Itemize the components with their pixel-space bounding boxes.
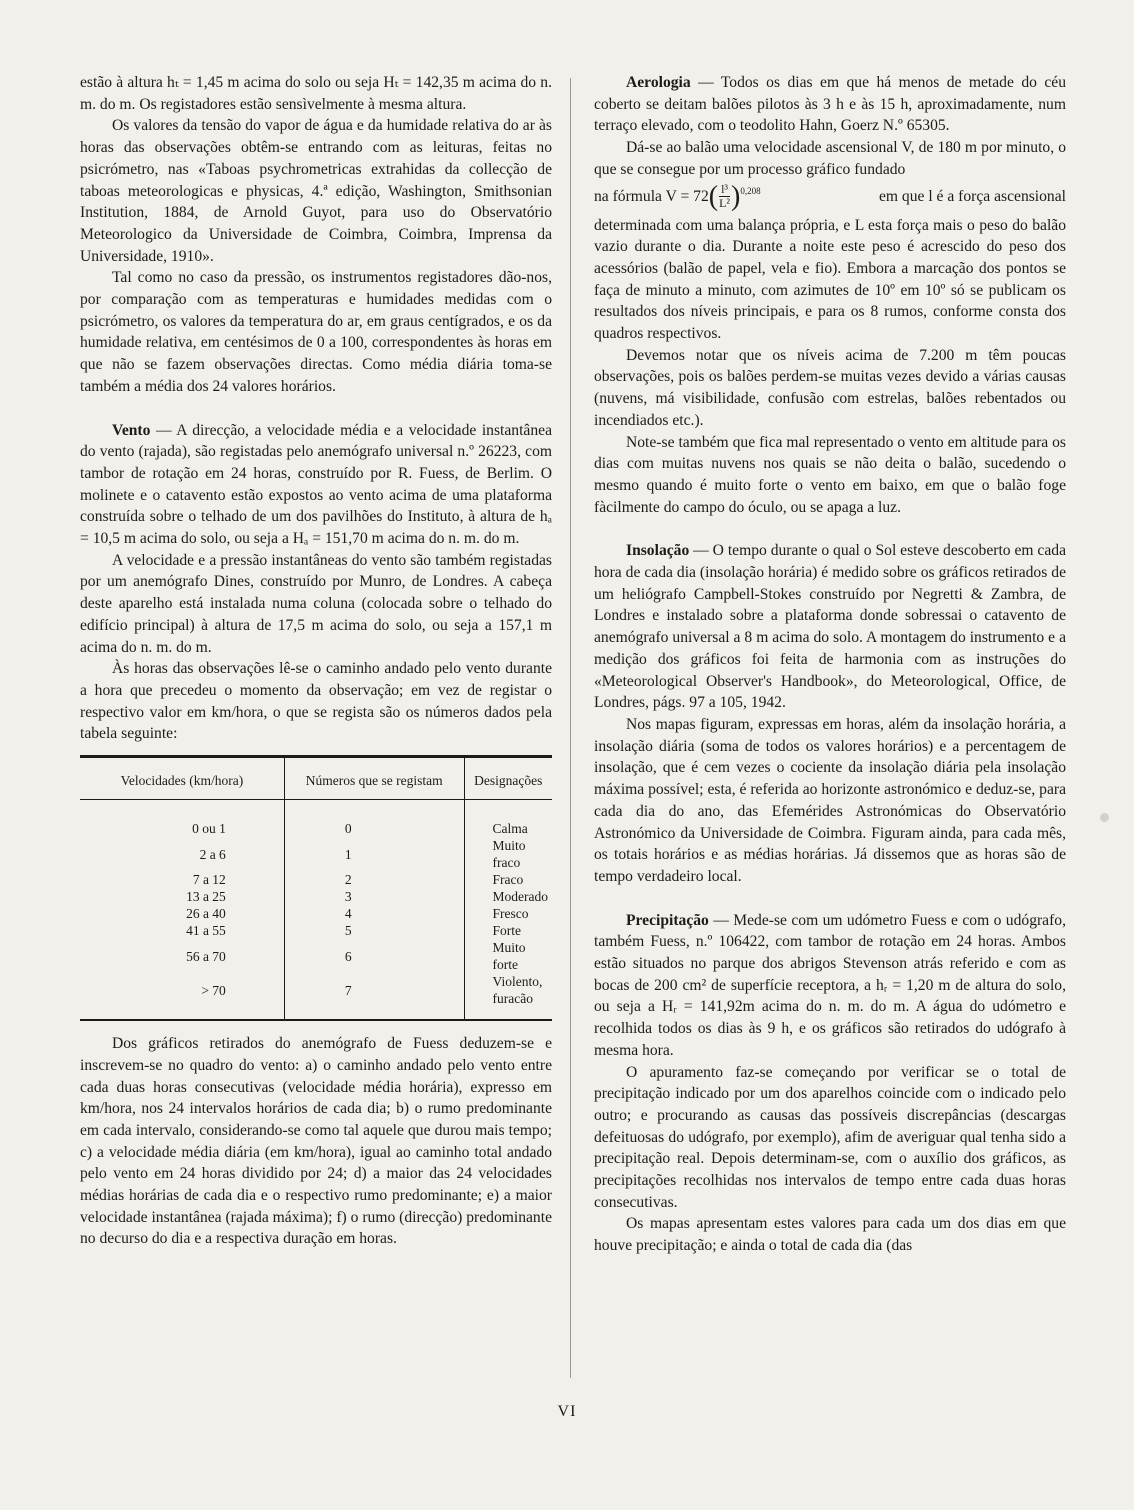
cell-designation: Violento, furacão xyxy=(464,973,552,1020)
vento-text: — A direcção, a velocidade média e a velocidade instantânea do vento (rajada), são registadas pelo anemógrafo universal n.º 26223, com tambor de rotação em 24 horas, construído por R. Fuess, de Berlim. O molinete e o catavento estão expostos ao vento acima de uma plataforma construída sobre o telhado de um dos pavilhões do Instituto, à altura de hₐ = 10,5 m acima do solo, ou seja a Hₐ = 151,70 m acima do n. m. do m. xyxy=(80,421,552,548)
cell-speed: 7 a 12 xyxy=(80,871,284,888)
header-designacoes: Designações xyxy=(464,757,552,800)
cell-speed: 26 a 40 xyxy=(80,905,284,922)
cell-number: 3 xyxy=(284,888,464,905)
cell-designation: Calma xyxy=(492,821,528,837)
cell-designation: Muito fraco xyxy=(492,838,526,871)
cell-number: 2 xyxy=(284,871,464,888)
paragraph-levels: Devemos notar que os níveis acima de 7.200 m têm poucas observações, pois os balões perdem-se muitas vezes devido a várias causas (nuvens, má visibilidade, confusão com estrelas, balões rebentados ou incendiados etc.). xyxy=(594,346,1066,429)
paragraph-altitude: estão à altura hₜ = 1,45 m acima do solo ou seja Hₜ = 142,35 m acima do n. m. do m. Os registadores estão sensìvelmente à mesma altura. xyxy=(80,74,552,113)
table-row xyxy=(80,837,552,871)
column-divider xyxy=(570,78,571,1378)
heading-vento: Vento xyxy=(112,421,151,439)
section-gap xyxy=(594,888,1066,910)
cell-speed: > 70 xyxy=(80,973,284,1020)
paragraph-balloon-speed: Dá-se ao balão uma velocidade ascensional V, de 180 m por minuto, o que se consegue por um processo gráfico fundado xyxy=(594,139,1066,178)
heading-precipitacao: Precipitação xyxy=(626,911,709,929)
formula-line xyxy=(594,180,1066,212)
section-aerologia xyxy=(594,72,1066,137)
table-header-row xyxy=(80,757,552,800)
cell-number: 1 xyxy=(284,837,464,871)
paren-close: ) xyxy=(731,180,741,212)
paragraph-maps-precipitation: Os mapas apresentam estes valores para cada um dos dias em que houve precipitação; e ainda o total de cada dia (das xyxy=(594,1215,1066,1255)
table-row xyxy=(80,905,552,922)
cell-speed: 0 ou 1 xyxy=(80,800,284,838)
cell-designation: Muito forte xyxy=(492,940,526,973)
header-numeros: Números que se registam xyxy=(284,757,464,800)
section-insolacao xyxy=(594,540,1066,714)
table-row xyxy=(80,871,552,888)
paragraph-dines: A velocidade e a pressão instantâneas do vento são também registadas por um anemógrafo Dines, construído por Munro, de Londres. A cabeça deste aparelho está instalada numa coluna (colocada sobre o telhado do edifício principal) à altura de 17,5 m acima do solo, ou seja a 157,1 m acima do n. m. do m. xyxy=(80,551,552,656)
paragraph-observations: Às horas das observações lê-se o caminho andado pelo vento durante a hora que precedeu o momento da observação; em vez de registar o respectivo valor em km/hora, o que se regista são os números dados pela tabela seguinte: xyxy=(80,660,552,743)
heading-insolacao: Insolação xyxy=(626,542,690,560)
cell-number: 0 xyxy=(284,800,464,838)
cell-designation: Fresco xyxy=(492,906,529,922)
paragraph-maps-insolation: Nos mapas figuram, expressas em horas, além da insolação horária, a insolação diária (soma de todos os valores horários) e a percentagem de insolação, que é cem vezes o cociente da insolação diária pela insolação máxima possível; esta, é referida ao horizonte astronómico e deduz-se, para cada dia do ano, das Efemérides Astronómicas do Observatório Astronómico da Universidade de Coimbra. Figuram ainda, para cada mês, os totais horários e as médias horárias. Já dissemos que as horas são de tempo verdadeiro local. xyxy=(594,715,1066,885)
insolacao-text: — O tempo durante o qual o Sol esteve descoberto em cada hora de cada dia (insolação horária) é medido sobre os gráficos retirados de um heliógrafo Campbell-Stokes construído por Negretti & Zambra, de Londres e instalado sobre a plataforma donde sobressai o catavento de anemógrafo universal a 8 m acima do solo. A montagem do instrumento e a medição dos gráficos foi feita de harmonia com as instruções do «Meteorological Observer's Handbook», do Meteorological, Office, de Londres, págs. 97 a 105, 1942. xyxy=(594,542,1066,712)
section-gap xyxy=(594,518,1066,540)
left-column xyxy=(80,72,552,1250)
paragraph-wind-altitude: Note-se também que fica mal representado o vento em altitude para os dias com muitas nuvens nos quais se não deita o balão, sucedendo o mesmo quando é muito forte o vento em baixo, em que o balão foge fàcilmente do campo do óculo, ou se apaga a luz. xyxy=(594,433,1066,516)
heading-aerologia: Aerologia xyxy=(626,74,691,91)
aerologia-text: — Todos os dias em que há menos de metade do céu coberto se deitam balões pilotos às 3 h e às 15 h, aproximadamente, num terraço elevado, com o teodolito Hahn, Goerz N.º 65305. xyxy=(594,74,1066,135)
formula-exponent: 0,208 xyxy=(740,185,761,196)
paragraph-vapor-tension: Os valores da tensão do vapor de água e da humidade relativa do ar às horas das observações obtêm-se entrando com as leituras, feitas no psicrómetro, nas «Taboas psychrometricas extrahidas da collecção de taboas meteorologicas e physicas, 4.ª edição, Washington, Smithsonian Institution, 1884, de Arnold Guyot, para uso do Observatório Meteorologico da Universidade de Coimbra, Coimbra, Imprensa da Universidade, 1910». xyxy=(80,117,552,265)
table-row xyxy=(80,973,552,1020)
cell-speed: 41 a 55 xyxy=(80,922,284,939)
paragraph-registers: Tal como no caso da pressão, os instrumentos registadores dão-nos, por comparação com as temperaturas e humidades medidas com o psicrómetro, os valores da temperatura do ar, em graus centígrados, e os da humidade relativa, em centésimos de 0 a 100, correspondentes às horas em que não se fazem observações directas. Como média diária toma-se também a média dos 24 valores horários. xyxy=(80,269,552,395)
formula-fraction xyxy=(719,183,730,210)
cell-designation: Moderado xyxy=(492,889,548,905)
table-row xyxy=(80,939,552,973)
wind-speed-table xyxy=(80,755,552,1021)
cell-speed: 2 a 6 xyxy=(80,837,284,871)
table-row xyxy=(80,922,552,939)
paragraph-apuramento: O apuramento faz-se começando por verificar se o total de precipitação indicado por um dos aparelhos coincide com o indicado pelo outro; e procurando as causas das possíveis discrepâncias (descargas defeituosas do udógrafo, por exemplo), afim de averiguar qual tenha sido a precipitação real. Depois determinam-se, com o auxílio dos gráficos, as precipitações recolhidas nos intervalos de tempo entre cada duas horas consecutivas. xyxy=(594,1063,1066,1211)
precipitacao-text: — Mede-se com um udómetro Fuess e com o udógrafo, também Fuess, n.º 106422, com tambor de rotação em 24 horas. Ambos estão situados no parque dos abrigos Stevenson atrás referido e com as bocas de 200 cm² de superfície receptora, a hᵣ = 1,20 m de altura do solo, ou seja a Hᵣ = 141,92m acima do n. m. do m. A água do udómetro e recolhida todos os dias às 9 h, e os gráficos são retirados do udógrafo à mesma hora. xyxy=(594,911,1066,1059)
formula-denominator: L² xyxy=(719,196,731,211)
cell-number: 6 xyxy=(284,939,464,973)
cell-number: 4 xyxy=(284,905,464,922)
paragraph-fuess-graphs: Dos gráficos retirados do anemógrafo de Fuess deduzem-se e inscrevem-se no quadro do vento: a) o caminho andado pelo vento entre cada duas horas consecutivas (velocidade média horária), expresso em km/hora, nos 24 intervalos horários de cada dia; b) o rumo predominante em cada intervalo, considerando-se como tal aquele que durou mais tempo; c) a velocidade média diária (em km/hora), igual ao caminho total andado pelo vento em 24 horas dividido por 24; d) a maior das 24 velocidades médias horárias de cada dia e o respectivo rumo predominante; e) a maior velocidade instantânea (rajada máxima); f) o rumo (direcção) predominante no decurso do dia e a respectiva duração em horas. xyxy=(80,1035,552,1248)
cell-speed: 56 a 70 xyxy=(80,939,284,973)
cell-number: 5 xyxy=(284,922,464,939)
formula-numerator: l³ xyxy=(721,182,729,197)
section-vento xyxy=(80,420,552,550)
page-number: VI xyxy=(557,1403,577,1420)
section-gap xyxy=(80,398,552,420)
section-precipitacao xyxy=(594,910,1066,1062)
cell-number: 7 xyxy=(284,973,464,1020)
table-row xyxy=(80,800,552,838)
cell-speed: 13 a 25 xyxy=(80,888,284,905)
paren-open: ( xyxy=(708,180,719,212)
right-column xyxy=(594,72,1066,1257)
paper-spot xyxy=(1100,813,1109,822)
formula-prefix: na fórmula V = 72 xyxy=(594,187,709,205)
cell-designation: Forte xyxy=(492,923,522,939)
paragraph-balance: determinada com uma balança própria, e L esta força mais o peso do balão vazio durante o dia. Durante a noite este peso é acrescido do peso dos acessórios (balão de papel, vela e fio). Embora a marcação dos pontos se faça de minuto a minuto, com azimutes de 10º em 10º só se publicam os resultados dos níveis principais, e para os 8 rumos, conforme consta dos quadros respectivos. xyxy=(594,216,1066,343)
formula-suffix: em que l é a força ascensional xyxy=(878,187,1066,205)
header-velocidades: Velocidades (km/hora) xyxy=(80,757,284,800)
table-row xyxy=(80,888,552,905)
cell-designation: Fraco xyxy=(492,872,524,888)
